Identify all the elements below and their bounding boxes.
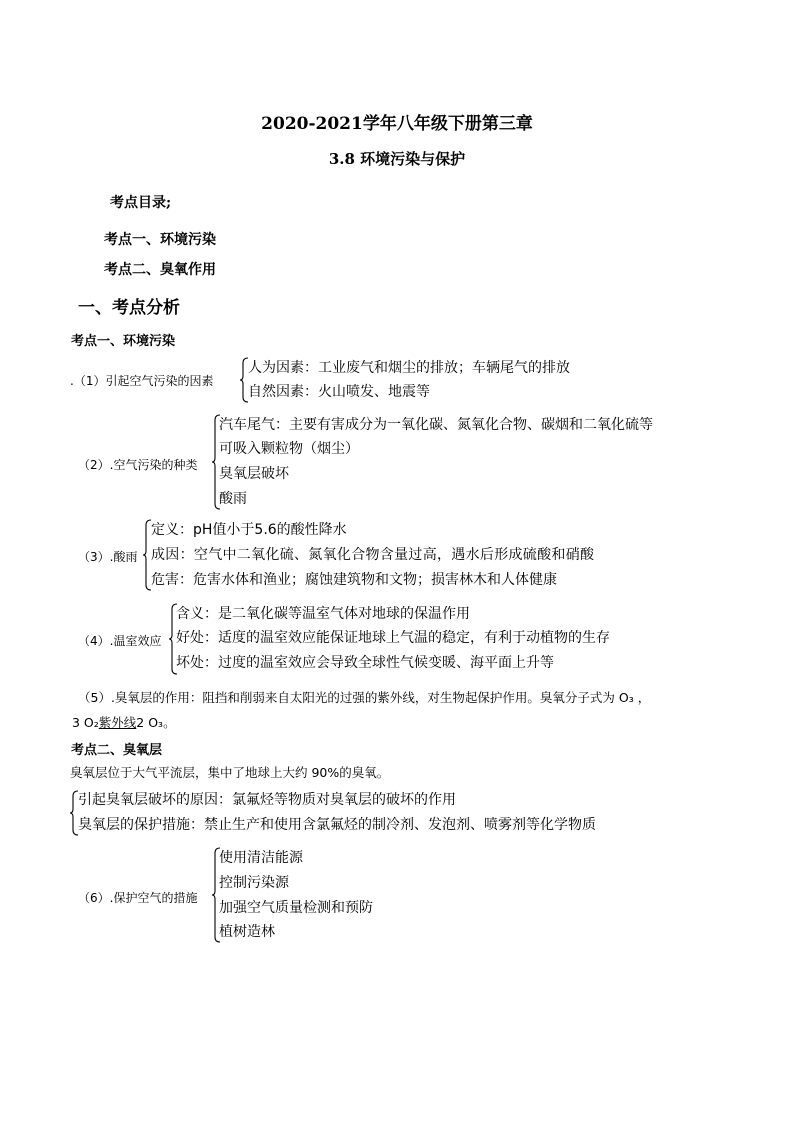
q3-item-3: 危害：危害水体和渔业；腐蚀建筑物和文物；损害林木和人体健康: [151, 572, 557, 588]
kp1-heading: 考点一、环境污染: [71, 334, 176, 349]
q3-item-2: 成因：空气中二氧化硫、氮氧化合物含量过高，遇水后形成硫酸和硝酸: [151, 547, 595, 563]
q2-item-4: 酸雨: [219, 491, 247, 507]
q4-item-2: 好处：适度的温室效应能保证地球上气温的稳定，有利于动植物的生存: [176, 630, 610, 646]
q5-eq-condition: 紫外线: [98, 715, 137, 730]
kp2-item-1: 引起臭氧层破坏的原因：氯氟烃等物质对臭氧层的破坏的作用: [78, 792, 456, 808]
q4-label: （4）.温室效应: [78, 634, 162, 648]
page-title: 2020-2021学年八年级下册第三章: [261, 114, 533, 134]
q2-label: （2）.空气污染的种类: [78, 458, 198, 472]
q6-item-1: 使用清洁能源: [219, 850, 303, 866]
q6-label: （6）.保护空气的措施: [78, 891, 198, 905]
q1-item-2: 自然因素：火山喷发、地震等: [248, 384, 430, 400]
toc-heading: 考点目录;: [110, 195, 172, 211]
page-subtitle: 3.8 环境污染与保护: [328, 150, 466, 168]
kp2-item-2: 臭氧层的保护措施：禁止生产和使用含氯氟烃的制冷剂、发泡剂、喷雾剂等化学物质: [78, 817, 596, 833]
q1-label: .（1）引起空气污染的因素: [70, 374, 214, 388]
kp2-intro: 臭氧层位于大气平流层，集中了地球上大约 90%的臭氧。: [70, 765, 390, 780]
q4-item-1: 含义：是二氧化碳等温室气体对地球的保温作用: [176, 606, 470, 622]
toc-item-2: 考点二、臭氧作用: [104, 262, 216, 278]
q2-item-1: 汽车尾气：主要有害成分为一氧化碳、氮氧化合物、碳烟和二氧化硫等: [219, 417, 653, 433]
q3-label: （3）.酸雨: [78, 550, 138, 564]
q5-equation: [72, 713, 176, 731]
analysis-heading: 一、考点分析: [78, 298, 180, 318]
q6-item-2: 控制污染源: [219, 875, 289, 891]
q5-text: （5）.臭氧层的作用：阻挡和削弱来自太阳光的过强的紫外线，对生物起保护作用。臭氧分子式为 O₃ ，: [78, 690, 651, 705]
q6-item-3: 加强空气质量检测和预防: [219, 900, 373, 916]
kp2-heading: 考点二、臭氧层: [71, 743, 163, 758]
toc-item-1: 考点一、环境污染: [104, 232, 216, 248]
q6-item-4: 植树造林: [219, 924, 275, 940]
q5-eq-right: 2 O₃。: [136, 715, 176, 730]
q3-item-1: 定义：pH值小于5.6的酸性降水: [151, 522, 347, 538]
q2-item-3: 臭氧层破坏: [219, 466, 289, 482]
q4-item-3: 坏处：过度的温室效应会导致全球性气候变暖、海平面上升等: [176, 655, 554, 671]
q5-eq-left: 3 O₂: [72, 715, 99, 730]
q2-item-2: 可吸入颗粒物（烟尘）: [219, 441, 359, 457]
q1-item-1: 人为因素：工业废气和烟尘的排放；车辆尾气的排放: [248, 360, 570, 376]
